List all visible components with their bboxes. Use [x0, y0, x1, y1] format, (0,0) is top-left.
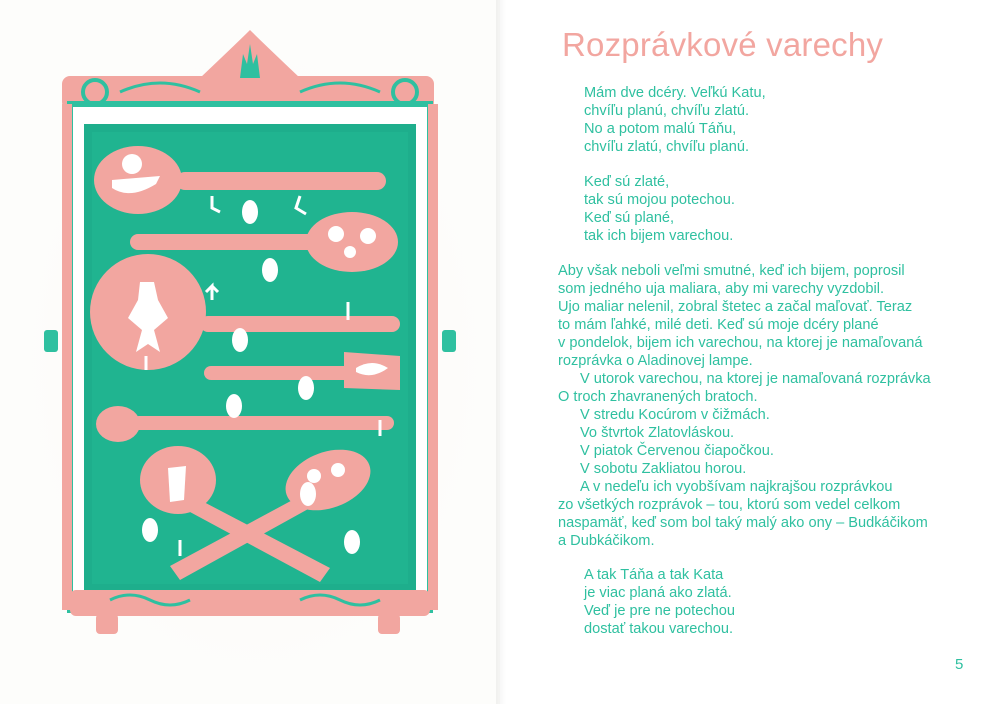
prose-line: V stredu Kocúrom v čižmách.: [580, 407, 770, 423]
page-number: 5: [955, 656, 964, 673]
verse-line: je viac planá ako zlatá.: [584, 585, 732, 601]
verse-line: tak ich bijem varechou.: [584, 228, 734, 244]
verse-line: Keď sú plané,: [584, 210, 675, 226]
prose-line: O troch zhavranených bratoch.: [558, 389, 758, 405]
verse-2: [584, 173, 735, 245]
page-title: Rozprávkové varechy: [562, 26, 884, 63]
prose-line: a Dubkáčikom.: [558, 533, 655, 549]
prose-line: rozprávka o Aladinovej lampe.: [558, 353, 753, 369]
page-gutter: [496, 0, 506, 704]
prose-line: V piatok Červenou čiapočkou.: [580, 443, 774, 459]
prose-line: Vo štvrtok Zlatovláskou.: [580, 425, 735, 441]
left-hinge: [44, 330, 58, 352]
verse-line: chvíľu zlatú, chvíľu planú.: [584, 139, 750, 155]
text-page: [506, 0, 999, 704]
verse-line: Mám dve dcéry. Veľkú Katu,: [584, 85, 766, 101]
verse-line: Keď sú zlaté,: [584, 174, 670, 190]
prose-line: som jedného uja maliara, aby mi varechy vyzdobil.: [558, 281, 885, 297]
verse-1: [584, 84, 766, 156]
prose-line: naspamäť, keď som bol taký malý ako ony – Budkáčikom: [558, 515, 928, 531]
verse-line: dostať takou varechou.: [584, 621, 734, 637]
story-prose: [558, 262, 931, 550]
prose-line: v pondelok, bijem ich varechou, na ktorej je namaľovaná: [558, 335, 923, 351]
prose-line: to mám ľahké, milé deti. Keď sú moje dcéry plané: [558, 317, 879, 333]
prose-line: Aby však neboli veľmi smutné, keď ich bijem, poprosil: [558, 263, 905, 279]
prose-line: V sobotu Zakliatou horou.: [580, 461, 747, 477]
verse-line: tak sú mojou potechou.: [584, 192, 735, 208]
verse-line: A tak Táňa a tak Kata: [584, 567, 724, 583]
prose-line: V utorok varechou, na ktorej je namaľovaná rozprávka: [580, 371, 931, 387]
verse-3: [584, 566, 735, 638]
verse-line: No a potom malú Táňu,: [584, 121, 737, 137]
prose-line: Ujo maliar nelenil, zobral štetec a začal maľovať. Teraz: [558, 299, 913, 315]
prose-line: A v nedeľu ich vyobšívam najkrajšou rozprávkou: [580, 479, 893, 495]
frame-left-edge: [62, 104, 72, 610]
verse-line: chvíľu planú, chvíľu zlatú.: [584, 103, 750, 119]
prose-line: zo všetkých rozprávok – tou, ktorú som vedel celkom: [558, 497, 901, 513]
verse-line: Veď je pre ne potechou: [584, 603, 735, 619]
right-hinge: [442, 330, 456, 352]
frame-right-edge: [428, 104, 438, 610]
